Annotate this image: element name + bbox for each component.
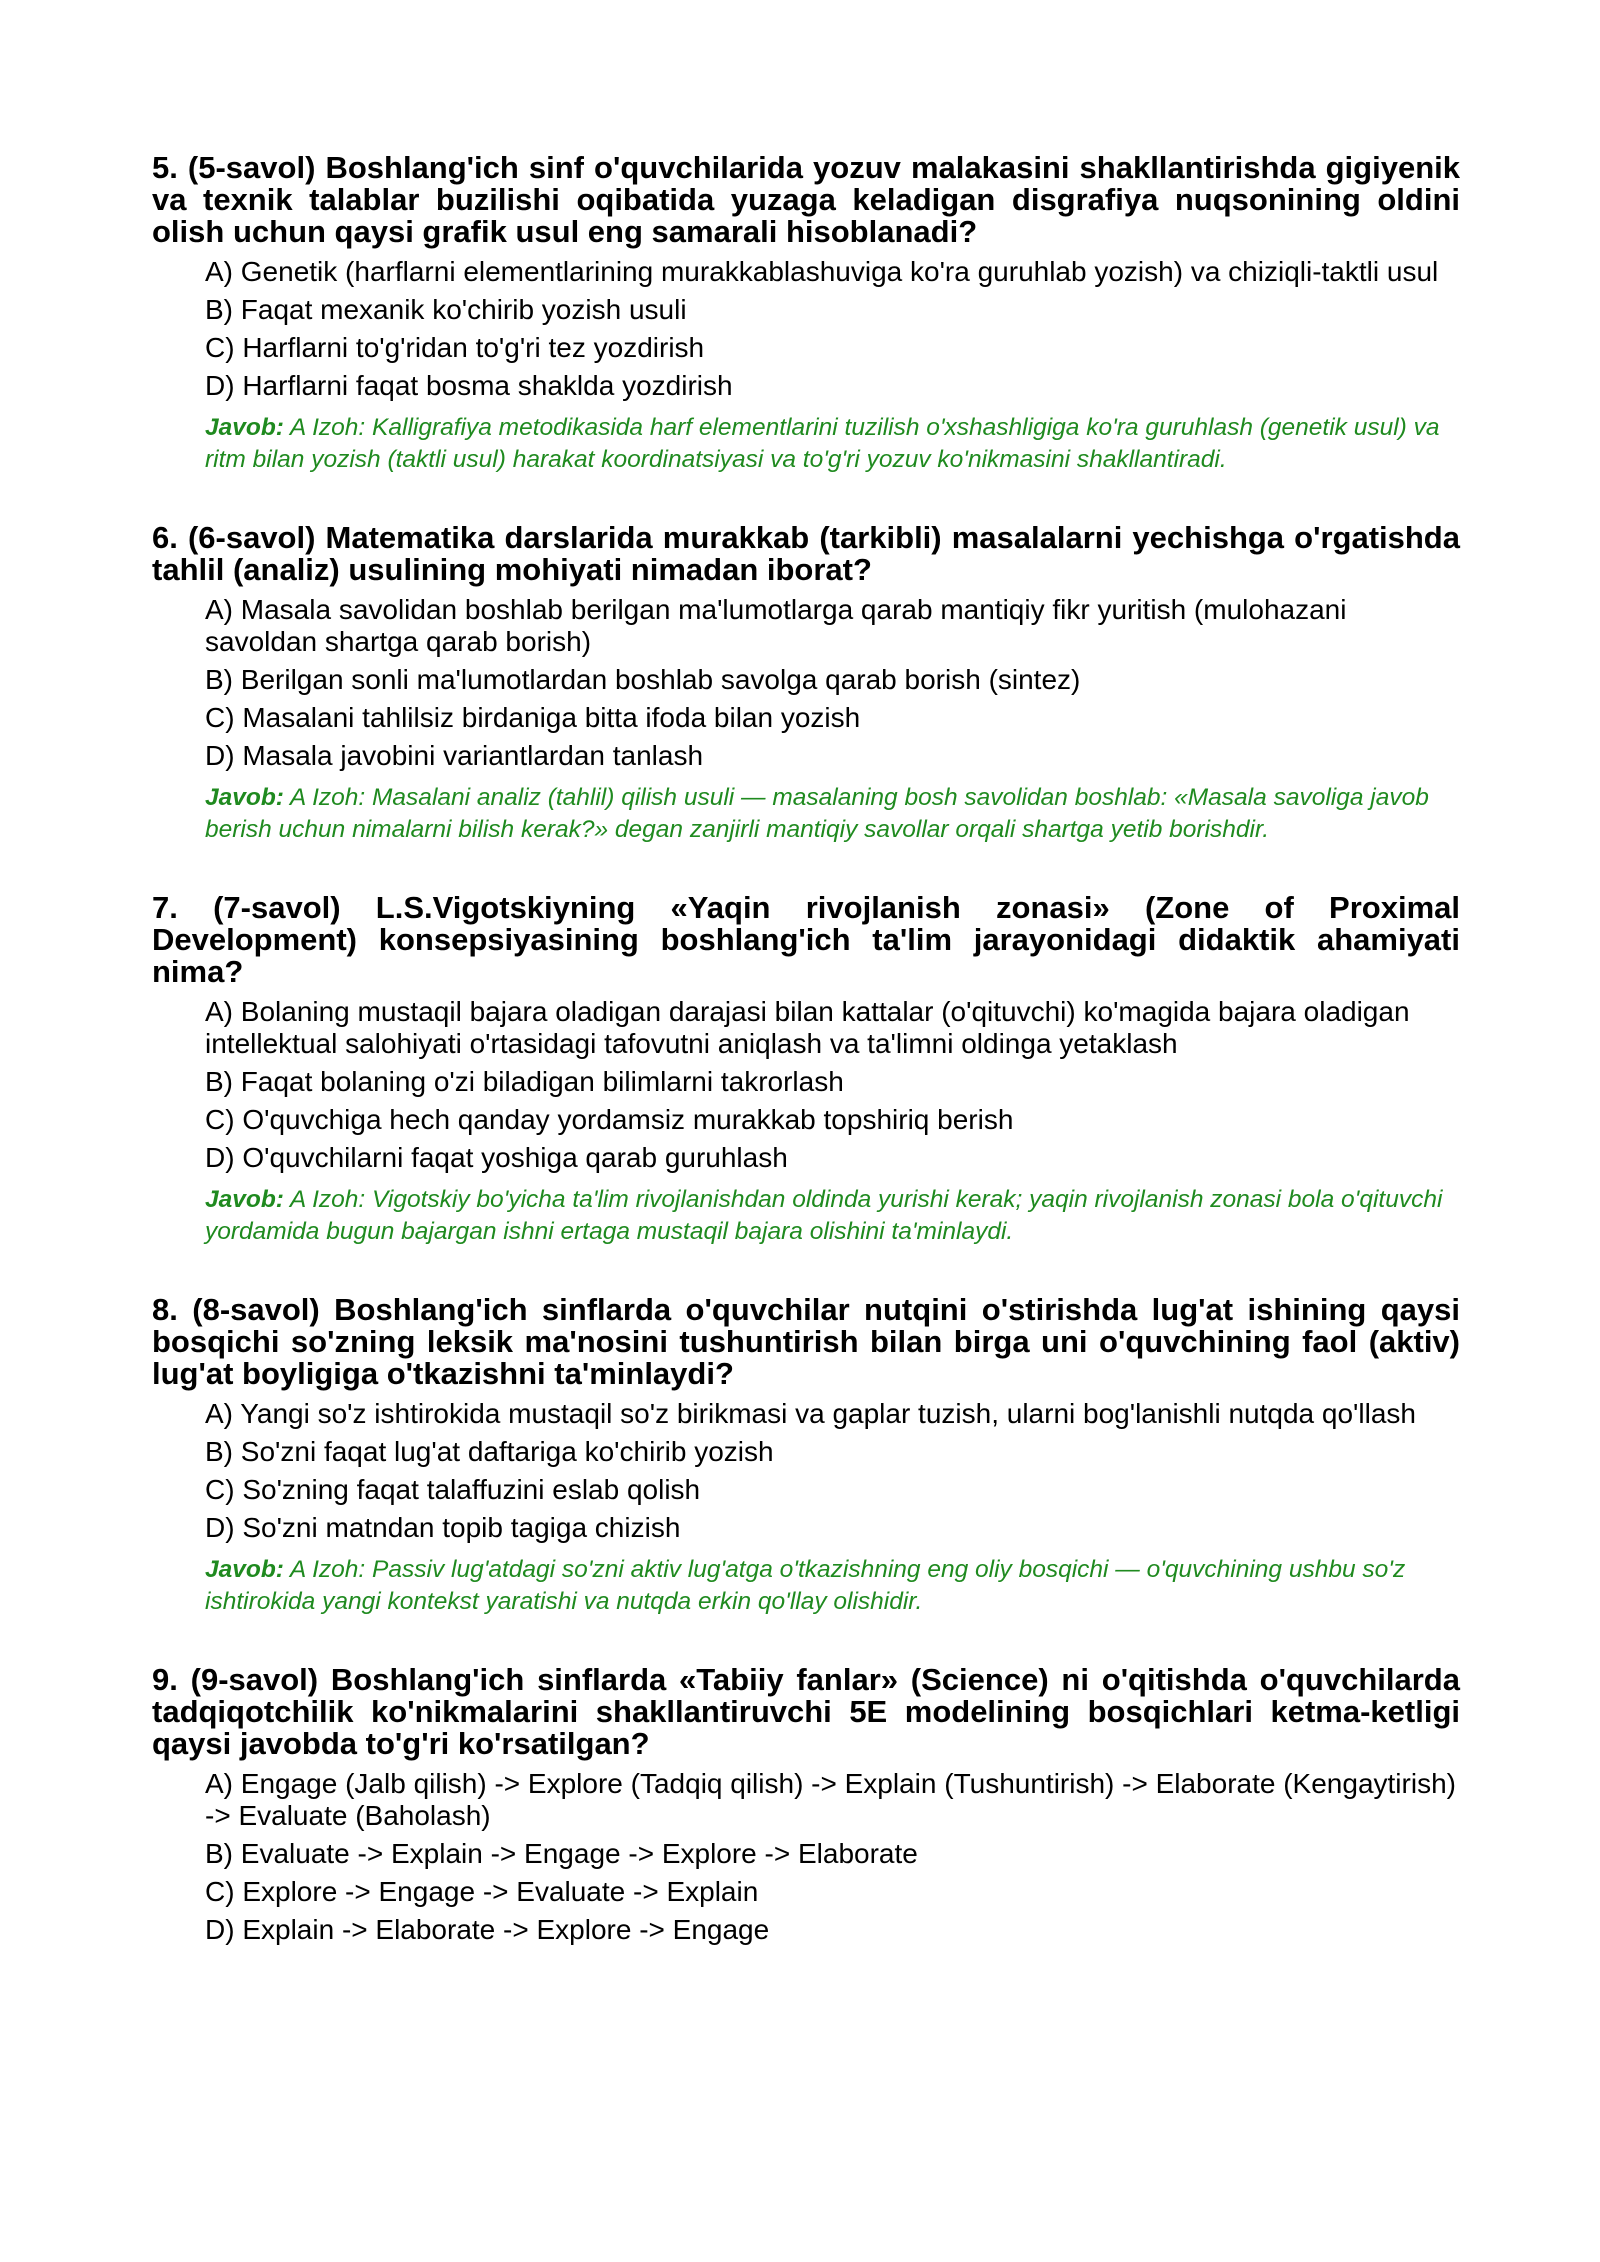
option-a: A) Genetik (harflarni elementlarining murakkablashuviga ko'ra guruhlab yozish) va chiziqli-taktli usul: [205, 256, 1439, 287]
option-b: B) Berilgan sonli ma'lumotlardan boshlab savolga qarab borish (sintez): [205, 664, 1081, 695]
option-c: C) Explore -> Engage -> Evaluate -> Explain: [205, 1876, 759, 1907]
options-list: [152, 996, 1460, 1174]
option-c: C) So'zning faqat talaffuzini eslab qolish: [205, 1474, 701, 1505]
question-title: 8. (8-savol) Boshlang'ich sinflarda o'quvchilar nutqini o'stirishda lug'at ishining qaysi bosqichi so'zning leksik ma'nosini tushuntirish bilan birga uni o'quvchining faol (aktiv) lug'at boyligiga o'tkazishni ta'minlaydi?: [152, 1292, 1460, 1391]
question-title: 6. (6-savol) Matematika darslarida murakkab (tarkibli) masalalarni yechishga o'rgatishda tahlil (analiz) usulining mohiyati nimadan iborat?: [152, 520, 1460, 587]
question-title: 5. (5-savol) Boshlang'ich sinf o'quvchilarida yozuv malakasini shakllantirishda gigiyenik va texnik talablar buzilishi oqibatida yuzaga keladigan disgrafiya nuqsonining oldini olish uchun qaysi grafik usul eng samarali hisoblanadi?: [152, 150, 1460, 249]
question-title: 7. (7-savol) L.S.Vigotskiyning «Yaqin rivojlanish zonasi» (Zone of Proximal Development) konsepsiyasining boshlang'ich ta'lim jarayonidagi didaktik ahamiyati nima?: [152, 890, 1460, 989]
option-a: A) Bolaning mustaqil bajara oladigan darajasi bilan kattalar (o'qituvchi) ko'magida bajara oladigan intellektual salohiyati o'rtasidagi tafovutni aniqlash va ta'limni oldinga yetaklash: [205, 996, 1410, 1059]
answer-label: Javob:: [205, 414, 284, 441]
option-d: D) Masala javobini variantlardan tanlash: [205, 740, 704, 771]
option-b: B) Faqat mexanik ko'chirib yozish usuli: [205, 294, 687, 325]
option-c: C) Harflarni to'g'ridan to'g'ri tez yozdirish: [205, 332, 705, 363]
question-6: [152, 522, 1460, 846]
option-d: D) Explain -> Elaborate -> Explore -> Engage: [205, 1914, 770, 1945]
option-b: B) Faqat bolaning o'zi biladigan bilimlarni takrorlash: [205, 1066, 844, 1097]
answer-label: Javob:: [205, 1556, 284, 1583]
option-d: D) O'quvchilarni faqat yoshiga qarab guruhlash: [205, 1142, 788, 1173]
option-d: D) Harflarni faqat bosma shaklda yozdirish: [205, 370, 733, 401]
question-7: [152, 892, 1460, 1248]
option-d: D) So'zni matndan topib tagiga chizish: [205, 1512, 681, 1543]
option-a: A) Engage (Jalb qilish) -> Explore (Tadqiq qilish) -> Explain (Tushuntirish) -> Elaborate (Kengaytirish) -> Evaluate (Baholash): [205, 1768, 1456, 1831]
answer-explanation: [152, 782, 1460, 846]
option-a: A) Yangi so'z ishtirokida mustaqil so'z birikmasi va gaplar tuzish, ularni bog'lanishli nutqda qo'llash: [205, 1398, 1416, 1429]
question-title: 9. (9-savol) Boshlang'ich sinflarda «Tabiiy fanlar» (Science) ni o'qitishda o'quvchilarda tadqiqotchilik ko'nikmalarini shakllantiruvchi 5E modelining bosqichlari ketma-ketligi qaysi javobda to'g'ri ko'rsatilgan?: [152, 1662, 1460, 1761]
option-b: B) So'zni faqat lug'at daftariga ko'chirib yozish: [205, 1436, 774, 1467]
options-list: [152, 1398, 1460, 1544]
option-c: C) O'quvchiga hech qanday yordamsiz murakkab topshiriq berish: [205, 1104, 1014, 1135]
options-list: [152, 594, 1460, 772]
answer-explanation: [152, 1184, 1460, 1248]
answer-text: A Izoh: Vigotskiy bo'yicha ta'lim rivojlanishdan oldinda yurishi kerak; yaqin rivojlanish zonasi bola o'qituvchi yordamida bugun bajargan ishni ertaga mustaqil bajara olishini ta'minlaydi.: [205, 1186, 1443, 1245]
question-8: [152, 1294, 1460, 1618]
answer-label: Javob:: [205, 1186, 284, 1213]
option-c: C) Masalani tahlilsiz birdaniga bitta ifoda bilan yozish: [205, 702, 861, 733]
answer-text: A Izoh: Passiv lug'atdagi so'zni aktiv lug'atga o'tkazishning eng oliy bosqichi — o'quvchining ushbu so'z ishtirokida yangi kontekst yaratishi va nutqda erkin qo'llay olishidir.: [205, 1556, 1406, 1615]
options-list: [152, 256, 1460, 402]
answer-explanation: [152, 412, 1460, 476]
answer-text: A Izoh: Masalani analiz (tahlil) qilish usuli — masalaning bosh savolidan boshlab: «Masala savoliga javob berish uchun nimalarni bilish kerak?» degan zanjirli mantiqiy savollar orqali shartga yetib borishdir.: [205, 784, 1429, 843]
options-list: [152, 1768, 1460, 1946]
answer-label: Javob:: [205, 784, 284, 811]
answer-text: A Izoh: Kalligrafiya metodikasida harf elementlarini tuzilish o'xshashligiga ko'ra guruhlash (genetik usul) va ritm bilan yozish (taktli usul) harakat koordinatsiyasi va to'g'ri yozuv ko'nikmasini shakllantiradi.: [205, 414, 1440, 473]
document-page: [152, 152, 1460, 1992]
option-b: B) Evaluate -> Explain -> Engage -> Explore -> Elaborate: [205, 1838, 918, 1869]
option-a: A) Masala savolidan boshlab berilgan ma'lumotlarga qarab mantiqiy fikr yuritish (mulohazani savoldan shartga qarab borish): [205, 594, 1347, 657]
question-5: [152, 152, 1460, 476]
answer-explanation: [152, 1554, 1460, 1618]
question-9: [152, 1664, 1460, 1946]
